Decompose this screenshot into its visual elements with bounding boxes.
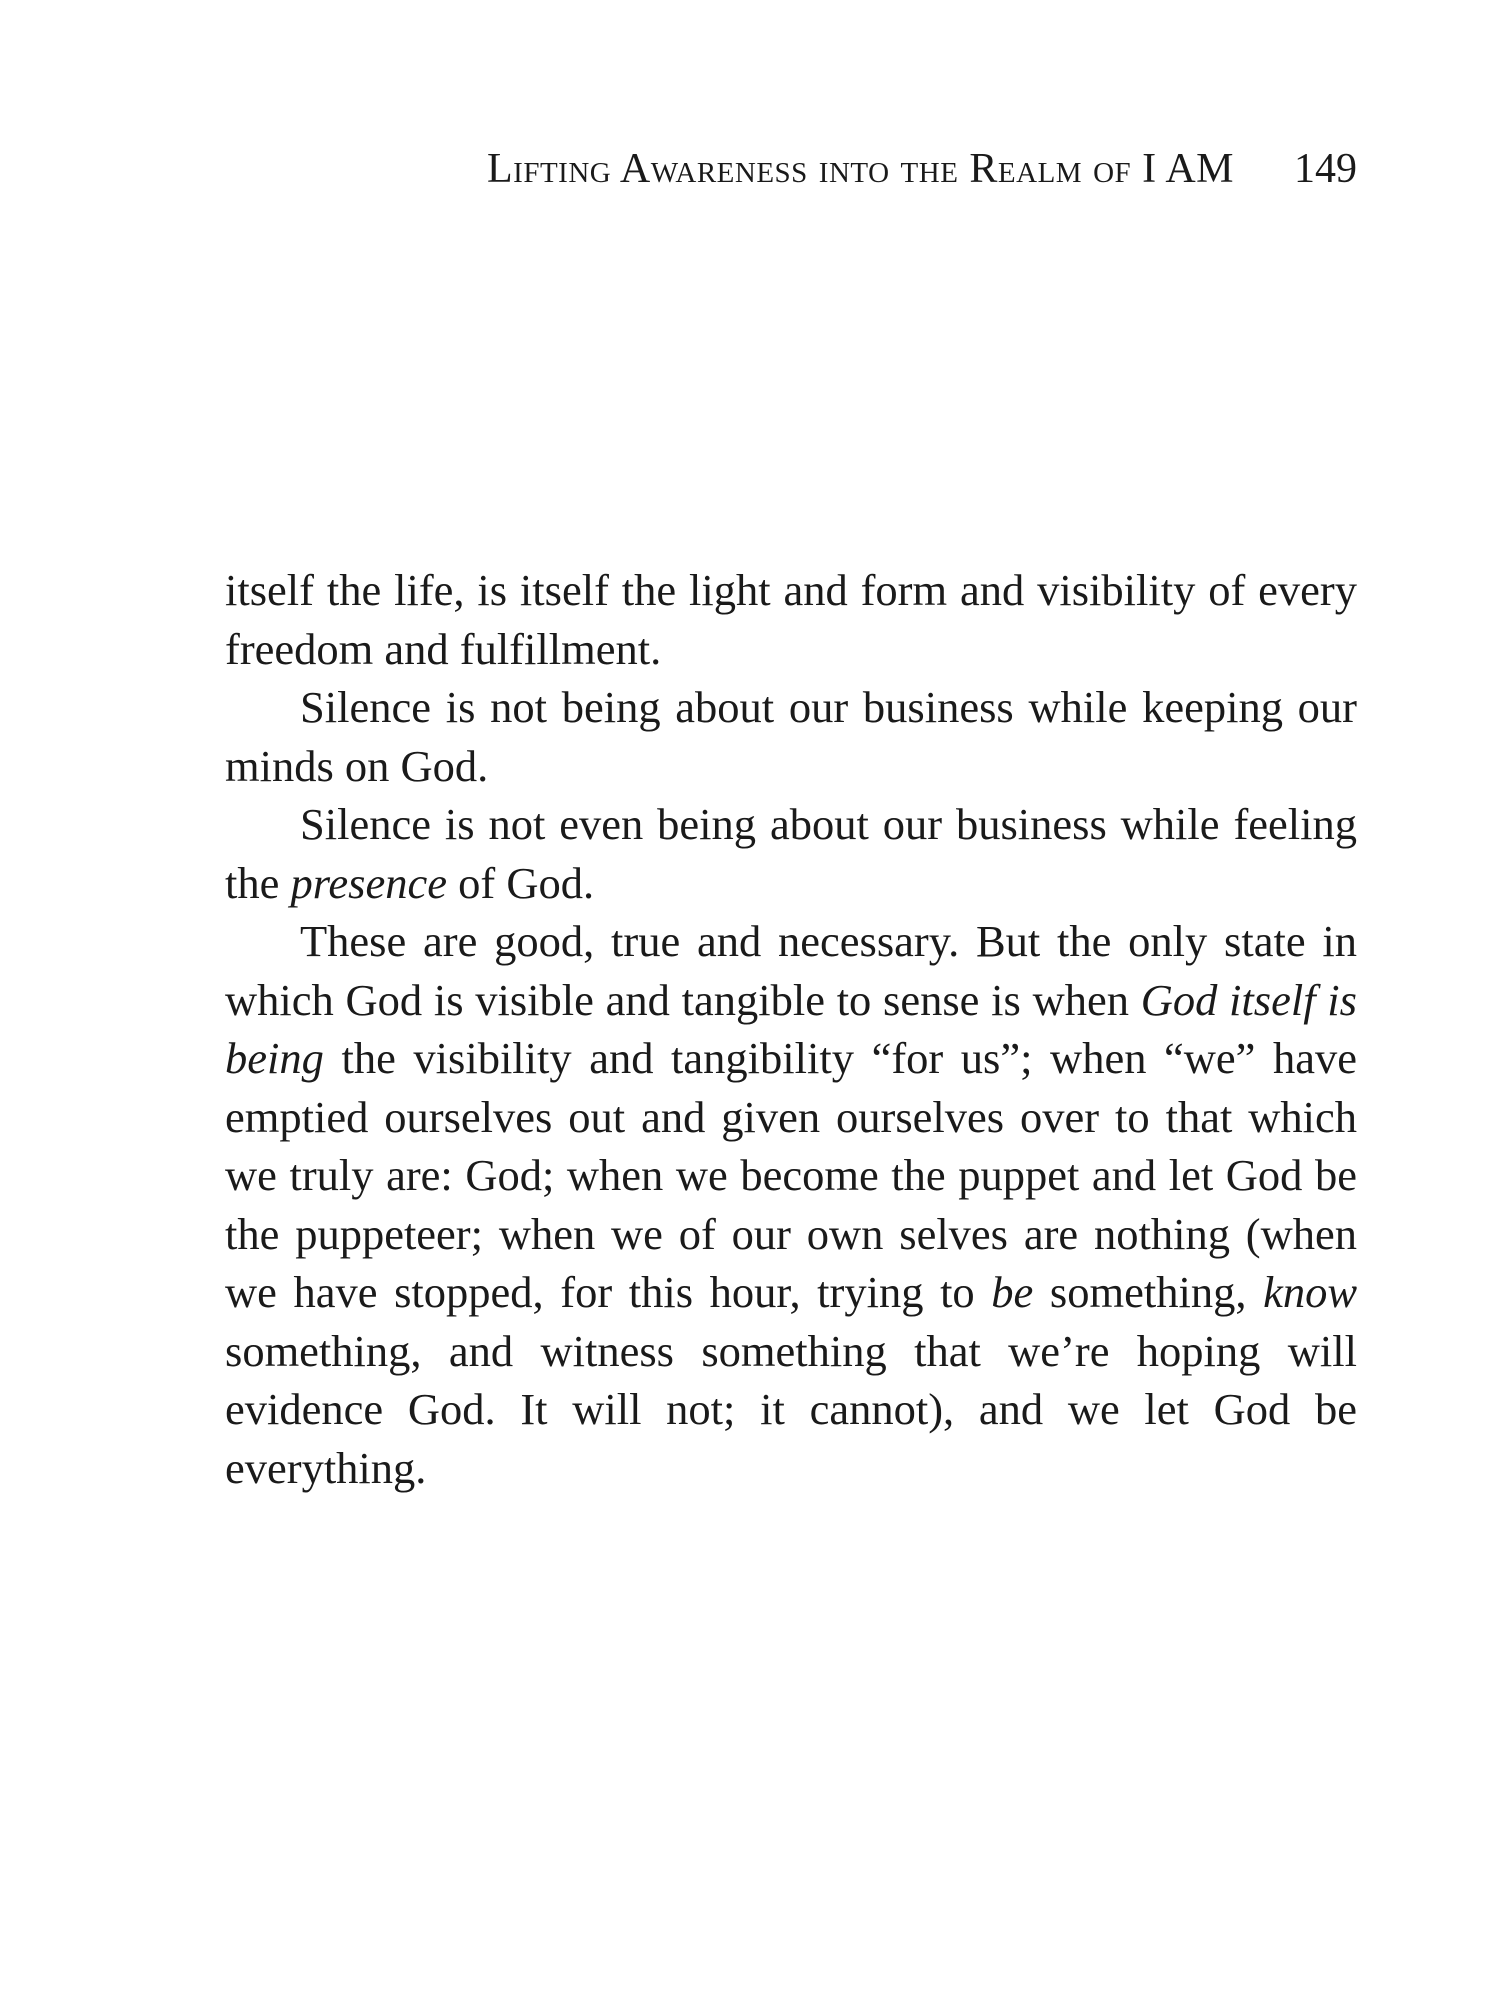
text-run: the visibility and tangibility “for us”; when “we” have emptied ourselves out and given ourselves over to that which we truly are: God; when we become the puppet and let God be the puppeteer; when we of our own selves are nothing (when we have stopped, for this hour, trying to: [225, 1033, 1357, 1317]
text-run: These are good, true and necessary. But the only state in which God is visible and tangible to sense is when: [225, 916, 1357, 1025]
text-run: Silence is not being about our business while keeping our minds on God.: [225, 682, 1357, 791]
text-run: something,: [1033, 1267, 1264, 1317]
text-run: Silence is not even being about our business while feeling the: [225, 799, 1357, 908]
paragraph: [225, 795, 1357, 912]
text-run: itself the life, is itself the light and form and visibility of every freedom and fulfillment.: [225, 565, 1357, 674]
paragraph: [225, 678, 1357, 795]
paragraph: [225, 561, 1357, 678]
emphasis-text: God itself is being: [225, 974, 1357, 1083]
running-head: [355, 143, 1357, 195]
paragraph: [225, 912, 1357, 1497]
text-run: something, and witness something that we’re hoping will evidence God. It will not; it cannot), and we let God be everything.: [225, 1325, 1357, 1493]
emphasis-text: be: [991, 1267, 1034, 1317]
emphasis-text: know: [1263, 1267, 1357, 1317]
page-number: 149: [1294, 146, 1357, 192]
text-run: of God.: [447, 857, 595, 908]
running-head-title: Lifting Awareness into the Realm of I AM: [487, 146, 1234, 192]
emphasis-text: presence: [290, 857, 447, 908]
body-text: [225, 561, 1357, 1497]
